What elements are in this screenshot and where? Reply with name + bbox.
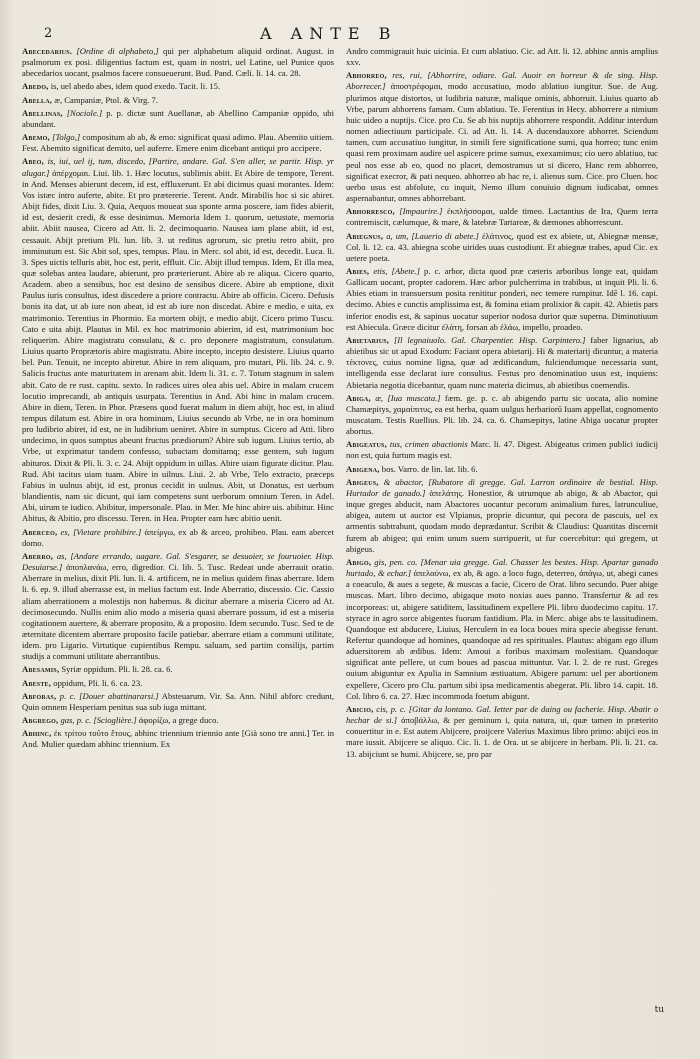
entry-gloss: æ, [Iua muscata.] (375, 392, 441, 403)
entry-headword: Abforas, (22, 690, 57, 701)
entry-headword: Abella, (22, 94, 53, 105)
entry-body: ἐλάτινος, quod est ex abiete, ut, Abiegnæ mensæ, Col. li. 12. ca. 43. abiegna scobe uirides uuas custodiunt. Et abiegnæ trabes, apud Cic. ex uetere poeta. (346, 230, 658, 263)
entry-gloss: gis, pen. co. [Menar uia gregge. Gal. Chasser les bestes. Hisp. Apartar ganado hurtado, & echar.] (346, 556, 658, 579)
entry-gloss: & abactor, [Rubatore di gregge. Gal. Larron ordinaire de bestial. Hisp. Hurtador de ganado.] (346, 476, 658, 498)
entry-body: qui per alphabetum aliquid ordinat. August. in psalmorum ex posi. diligentius factum est, quam in nostri, uel Latine, uel Punice quos abecedarios uocant, psalmos facere consueuerunt. Bud. Pand. Cæli. li. 14. ca. 28. (22, 46, 334, 79)
dictionary-entry (22, 691, 334, 713)
entry-body: ἀπελάτης. Honestior, & utrumque ab abigo, & ab Abactor, qui inque greges abducit, nam Abactores uocantur pecorum animalium fures, latrunculiue, abigea, autem ut auctor est Vlpianus, proprie dicuntur, qui pecora de pascuis, uel ex armentis subtrahunt, quodam modo deprædantur. Scribit & Claudius: Quantitas discernit furem ab abigeo; qui enim unum suem surripuerit, ut fur coercebitur: qui gregem, ut abigeus. (346, 487, 658, 554)
dictionary-entry (346, 477, 658, 555)
dictionary-entry (22, 664, 334, 675)
entry-body: is, uel abedo abes, idem quod exedo. Tacit. li. 15. (50, 81, 221, 92)
entry-body: Syriæ oppidum. Pli. li. 28. ca. 6. (61, 664, 173, 675)
catchword: tu (654, 1005, 664, 1015)
entry-headword: Abies, (346, 265, 370, 276)
entry-headword: Aberro, (22, 550, 54, 561)
dictionary-entry (22, 81, 334, 92)
entry-body: bos. Varro. de lin. lat. lib. 6. (381, 463, 478, 474)
entry-headword: Abeo, (22, 156, 45, 167)
entry-gloss: [Tolgo,] (52, 132, 81, 143)
entry-body: æ, Campaniæ, Ptol. & Virg. 7. (54, 94, 158, 105)
dictionary-entry (22, 46, 334, 79)
entry-body: fæm. ge. p. c. ab abigendo partu sic uocata, alio nomine Chamæpitys, χαμαίπιτυς, ea est herba, quam uulgus herbariorū Iuam appellat, cognomento muscatam. Testis Ruellius. Pli. lib. 24. ca. 6. Chamæpitys, latine Abiga uocatur propter abortus. (346, 392, 658, 437)
entry-headword: Abigena, (346, 463, 380, 474)
entry-gloss: [Ordine di alphabeto,] (76, 46, 159, 56)
entry-headword: Abhinc, (22, 728, 52, 739)
entry-headword: Abeste, (22, 677, 52, 688)
entry-body: Marc. li. 47. Digest. Abigeatus crimen publici iudicij non est, quia furtum magis est. (346, 439, 658, 461)
dictionary-entry (346, 231, 658, 264)
entry-body: ἐκ τρίτου τοῦτο ἔτους, abhinc triennium triennio ante [Già sono tre anni.] Ter. in And. Mulier quædam abhinc triennium. Ex (22, 728, 334, 750)
entry-gloss: es, [Vietare prohibire.] (60, 526, 142, 537)
dictionary-entry (22, 678, 334, 689)
entry-gloss: cis, p. c. [Gitar da lontano. Gal. Ietter par de daing ou facherie. Hisp. Abatir o hechar de si.] (346, 703, 658, 726)
entry-gloss: [Il legnaiuolo. Gal. Charpentier. Hisp. Carpintero.] (393, 334, 586, 345)
entry-body: p. p. dictæ sunt Auellanæ, ab Abellino Campaniæ oppido, ubi abundant. (22, 107, 334, 129)
dictionary-entry (346, 704, 658, 760)
entry-headword: Aberceo, (22, 526, 58, 537)
entry-body: oppidum, Pli. li. 6. ca. 23. (53, 677, 143, 688)
entry-headword: Abiga, (346, 392, 371, 403)
entry-gloss: p. c. [Douer abattinararsi.] (59, 690, 159, 701)
entry-headword: Abellinas, (22, 107, 63, 118)
dictionary-entry (346, 393, 658, 438)
entry-headword: Abhorreo, (346, 70, 387, 81)
page-number: 2 (44, 26, 53, 41)
dictionary-entry (22, 95, 334, 106)
entry-headword: Abecedarius. (22, 46, 73, 56)
dictionary-entry (346, 266, 658, 333)
entry-headword: Abemo, (22, 132, 50, 143)
entry-headword: Abesamis, (22, 664, 60, 675)
entry-body: p. c. arbor, dicta quod præ cæteris arboribus longe eat, quidam Gallicam uocant, propter cadorem. Hæc arbor pulcherrima in trabibus, ut inquit Pli. li. 6. Abies etiam in transuersum posita renititur ponderi, nec temere rumpitur. Idē l. 16. capi. decimo. Abies e cunctis amplissima est, & fomina etiam prolixior & capit. 42. Abietis pars inferior enodis est, & sapinus uocatur superior nodosa durior quæ superna. Diminutiuum est Abiecula. Græce dicitur ἐλάτη, forsan ab ἐλάω, impello, proadeo. (346, 265, 658, 332)
dictionary-entry (346, 46, 658, 68)
dictionary-entry (346, 439, 658, 461)
running-header (0, 24, 700, 44)
entry-headword: Abicio, (346, 703, 374, 714)
dictionary-entry (346, 335, 658, 391)
dictionary-entry (346, 464, 658, 475)
entry-headword: Abigo, (346, 556, 372, 567)
entry-body: ἐκπλήσσομαι, ualde timeo. Lactantius de Ira, Quem terra contremiscit, cælumque, & mare, & latebræ Tartareæ, & dæmones abhorrescunt. (346, 206, 658, 228)
dictionary-entry (22, 551, 334, 663)
dictionary-entry (346, 557, 658, 702)
entry-gloss: etis, [Abete.] (373, 265, 420, 276)
entry-gloss: res, rui, [Abhorrire, odiare. Gal. Auoir en horreur & de sing. Hisp. Aborrecer.] (346, 70, 658, 92)
dictionary-entry (346, 206, 658, 228)
left-column (22, 46, 334, 1046)
dictionary-entry (346, 70, 658, 204)
entry-body: ἀπέρχομαι. Liui. lib. 1. Hæc locutus, sublimis abiit. Et Abire de tempore, Terent. in And. Menses abierunt decem, id est, effluxerunt. Et abi dicimus quasi morantes. Idem: Vos istæc intro auferte, abite. Et pro prætererie. Terent. Andr. Mirabilis hoc si sic abiret. Abijt fides, dixit Liu. 3. Quia, Aequos moueat sua sponte arma poscere, iam fides abierit, id est, desierit credi, & esse desinimus. Memoria Idem 1. quorum, uetustate, memoria abiit. Abiit nausea, Cicero ad Att. li. 2. decimoquarto. Nausea iam plane abiit, id est, cessauit. Abijt pretium Pli. lun. lib. 3. ut reditus agrorum, sic pretiu retro abiit, pro imminutum est. Sic Abit sol, spes, tempus. Plau. in Merc. sol abit, id est, decedit. Luca. li. 3. Spes uictis telluris abit, hoc est, perit, effluit. Cic. Abijt illud tempus. Idem, Et illa mea, quæ solebas antea laudare, abierunt, pro præterierunt. Abire ab re aliqua. Cicero quarto, Academ. abeo a sensibus, hoc est desino de sensibus dicere. Abire ab emptione, dixit Paulus iuris consultus, idest discedere a priore contractu. Abire ab officio. Cicero. Defusis bonis ita dat, ut ab iure non abeat, id est ab iure non discedat. Abire e medio, e uita, ex matrimonio. Terentius in Phormio. Ea mortem obijt, e medio abijt. Cicero primo Tuscu. Cato e uita abijt. Plautus in Mil. ex hoc matrimonio abierim, id est, matrimonium hoc reliquerim. Abire magistratu consulatu, & c. pro deponere magistratum, consulatum. Liuius quarto Proprætoris abire magistratu. Abire incepto, incepto desistere. Liuius quarto bel. Pun. Tenuit, ne incepto abiretur. Abire in rem aliquam, pro mutari, Pli. lib. 24. c. 9. Salicis fructus ante maturitatem in arenam abit. Idem li. 31. c. 7. Totum stagnum in salem abit. Cato de re rust. capitu. sexto. In radices uires olea abis uel. Abire in malam crucem locutio imprecandi, ab antiquis usurpata. Terentius in And. Abi hinc in malam crucem. Abire in diem, Teren. in Phor. Præsens quod fuerat malum in diem abijt, hoc est, in aliud tempus dilatum est. Abire in ora hominum, Liuius secundo ab Vrbe, ne in ora hominum pro ludibrio abiret, id est, ne in ludibrium ueniret. Abire in sumptus. Cicero ad Atti. libro undecimo, in quos sumptus abeunt fructus prædiorum? Abire sub iugum. Liuius tertio, ab Vrbe, ut exprimatur tandem confesso, subactam domitamq; esse gentem, sub iugum abituros. Dixit & Pli. li. 3. c. 24. Abijt oppidum in uillas. Abire uiam figurate dicitur. Plau. Rud. Abi tacitus uiam tuam. Abire in uilnus. Liui. 2. ab Vrbe, Telo extracto, præceps Fabius in uulnus abijt, id est, pronus cecidit in uulnus. Abit, ut Donatus, est uerbum blandientis, nam sic dicunt, qui iam competens sunt uerborum omnium Teren. in Adel. Abi, uirum te iudico. Abibitur, impersonale. Plau. in Mer. Me hinc abire uis. abibitur. Hinc Abitus, & Abitio, pro discessu. Teren. in Hea. Propter eam hæc abitio uenit. (22, 167, 334, 524)
running-title: A ANTE B (260, 24, 398, 43)
entry-gloss: [Impaurire.] (399, 206, 443, 217)
entry-gloss: [Nociole.] (66, 107, 103, 118)
entry-gloss: is, iui, uel ij, tum, discedo, [Partire, andare. Gal. S'en aller, se partir. Hisp. yr alugar.] (22, 156, 334, 178)
entry-body: compositum ab ab, & emo: significat quasi adimo. Plau. Abemito uitiem. Fest. Abemito significat demito, uel auferre. Emere enim dicebant antiqui pro accipere. (22, 132, 334, 154)
dictionary-entry (22, 728, 334, 750)
entry-body: Andro commigrauit huic uicinia. Et cum ablatiuo. Cic. ad Att. li. 12. abhinc annis amplius xxv. (346, 46, 658, 68)
entry-gloss: a, um, [Lauerio di abete.] (386, 230, 479, 241)
dictionary-entry (22, 527, 334, 549)
entry-headword: Abigeatus, (346, 439, 387, 450)
entry-body: Absteuarum. Vir. Sa. Ann. Nihil abforc credunt, Quin omnem Hesperiam penitus sua sub iuga mittant. (22, 690, 334, 712)
entry-body: ἀπελαύνω, ex ab, & ago. a loco fugo, deterreo, ἀπάγω, ut, abegi canes a coeaculo, & aues a segete, & muscas a facie, Cicero de Orat. libro secundo. Puer abige muscas. Mart. libro decimo, abigaque moto noxias aues panno. Transfertur & ad res incorporeas: ut, abigere satiditem, lassitudinem expellere Pli. libro duodecimo capitu. 17. styrace in agro sorce abigentes fuorum fastidium. Pla. in Merc. abige abs te lassitudinem. Quandoque est abducere, Liuius, Herculem in ea loca boues mira specie abegisse ferunt. Refertur quandoque ad homines, quandoque ad res spirituales. Plautus: abigam ego illum aduersitorem ab ædibus. Idem: Amoui a foribus maximam molestiam. Quandoque significat ante pellere, ut cum boues ad pascua mittuntur. Var. l. 2. de re rust. Greges ouium abiguntur ex Apulia in Samnium æstiuatum. Abigere partum: uel per abortionem expellere, Cicero pro Clu. partum sibi ipsa medicamentis abegerat. Pli. libro 14. capit. 18. Col. libro 6. ca. 27. Hæc incommoda foetum abigunt. (346, 568, 658, 701)
entry-gloss: tus, crimen abactionis (389, 439, 468, 450)
dictionary-entry (22, 132, 334, 154)
entry-headword: Abietarius, (346, 334, 390, 345)
entry-body: ἀποπλανάω, erro, digredior. Ci. lib. 5. Tusc. Redeat unde aberrauit oratio. Aberrare in melius, dixit Pli. lun. li. 4. artificem, ne in melius quidem finas aberrare. Idem li. 6. ep. 9. illud aberrasse est, in melius factum est. Inde Aberratio, discessio. Cic. Cassio aliam aberrationem a molestijs non habemus. & dicitur aberrare a miseria Cicero ad At. decimosecundo. Nullis enim alio modo a miseria quasi aberrare possum, id est a miseria cogitationem auertere, & aberrare proposito, & a proposito. Idem secundo. Tusc. Sed te de æternitate dicentem aberrare proposito facile patiebar. aberrare etiam a communi utilitate, idem. pro Ligario. Virtutique cupientibus Rempu. saluam, sed partim consilijs, partim studijs a communi utilitate aberrantibus. (22, 562, 334, 662)
entry-body: ἀποβάλλω, & per geminum i, quia natura, ui, quæ tamen in præterito conuertitur in e. Est autem Abijcere, proijcere Valerius Maximus libro primo: abijci eos in mare iussit. Abijcere se aliquo. Cic. li. 1. de Ora. ut se abijcere in herbam. Pli. li. 21. ca. 13. abijciunt se humi. Abijcere, se, pro par (346, 715, 658, 759)
entry-headword: Abedo, (22, 81, 49, 92)
dictionary-entry (22, 156, 334, 524)
entry-body: faber lignarius, ab abietibus sic ut apud Exodum: Faciant opera abietarij. Hi & materiarij dicuntur, a materia τέκτονες, cuius nomine ligna, quæ ad ædificandum, fulciendumque necessaria sunt, intelligenda esse declarat iure consultus. Festus pro denominatiuo usus est, inquiens: Abietaria negotia dicebantur, quam nunc materia dicimus, ab abietibus coemendis. (346, 334, 658, 390)
entry-headword: Abigeus, (346, 476, 379, 487)
entry-headword: Abgrego, (22, 715, 59, 726)
entry-body: ἀποστρέφομαι, modo accusatiuo, modo ablatiuo iungitur. Sue. de Aug. plurimos atque distortos, ut ludibria naturæ, malique ominis, abhorruit. Liuius quarto ab Vrbe, parum abhorrens famam. Cum ablatiuo. Te. Ferentius in Hecy. abhorrere a nimium huic uideo a nuptijs. Cice. pro Cu. Se ab his nuptijs abhorrere respondit. Additur interdum nomen adiectiuum participale. Ci. ad Att. li. 14. A ducendauxore abhorret. Sciendum tamen, cum accusatiuo iungitur, in simili fere significatione sumi, qua horreo; tunc enim quasi rem proximam audire uel aspicere prime sumus, exexamimus; cio uero ablatiuo, tuc peul nos esse ab eo, quod no placet, demostramus ut si dicero, Hanc rem abhorreo, significat execror, & pati nequeo. abhorreo ab hac re, i. alienus sum. Cice. pro Cluen. hoc uerbo usus est abfolute, cu inquit, Nemo illum conuiuio dignum iudicabat, omnes aspernabantur, omnes abhorrebant. (346, 81, 658, 204)
dictionary-entry (22, 108, 334, 130)
entry-gloss: as, [Andare errando, uagare. Gal. S'esgarer, se desuoier, se fouruoier. Hisp. Desuiarse.] (22, 550, 334, 573)
dictionary-entry (22, 715, 334, 726)
entry-headword: Abhorresco, (346, 206, 395, 217)
entry-gloss: gas, p. c. [Scioglière.] (60, 715, 137, 726)
entry-headword: Abiegnus, (346, 230, 384, 241)
entry-body: ἀπείργω, ex ab & arceo, prohibeo. Plau. eam abercet domo. (22, 526, 334, 548)
entry-body: ἀφορίζω, a grege duco. (138, 715, 219, 726)
right-column (346, 46, 658, 1046)
